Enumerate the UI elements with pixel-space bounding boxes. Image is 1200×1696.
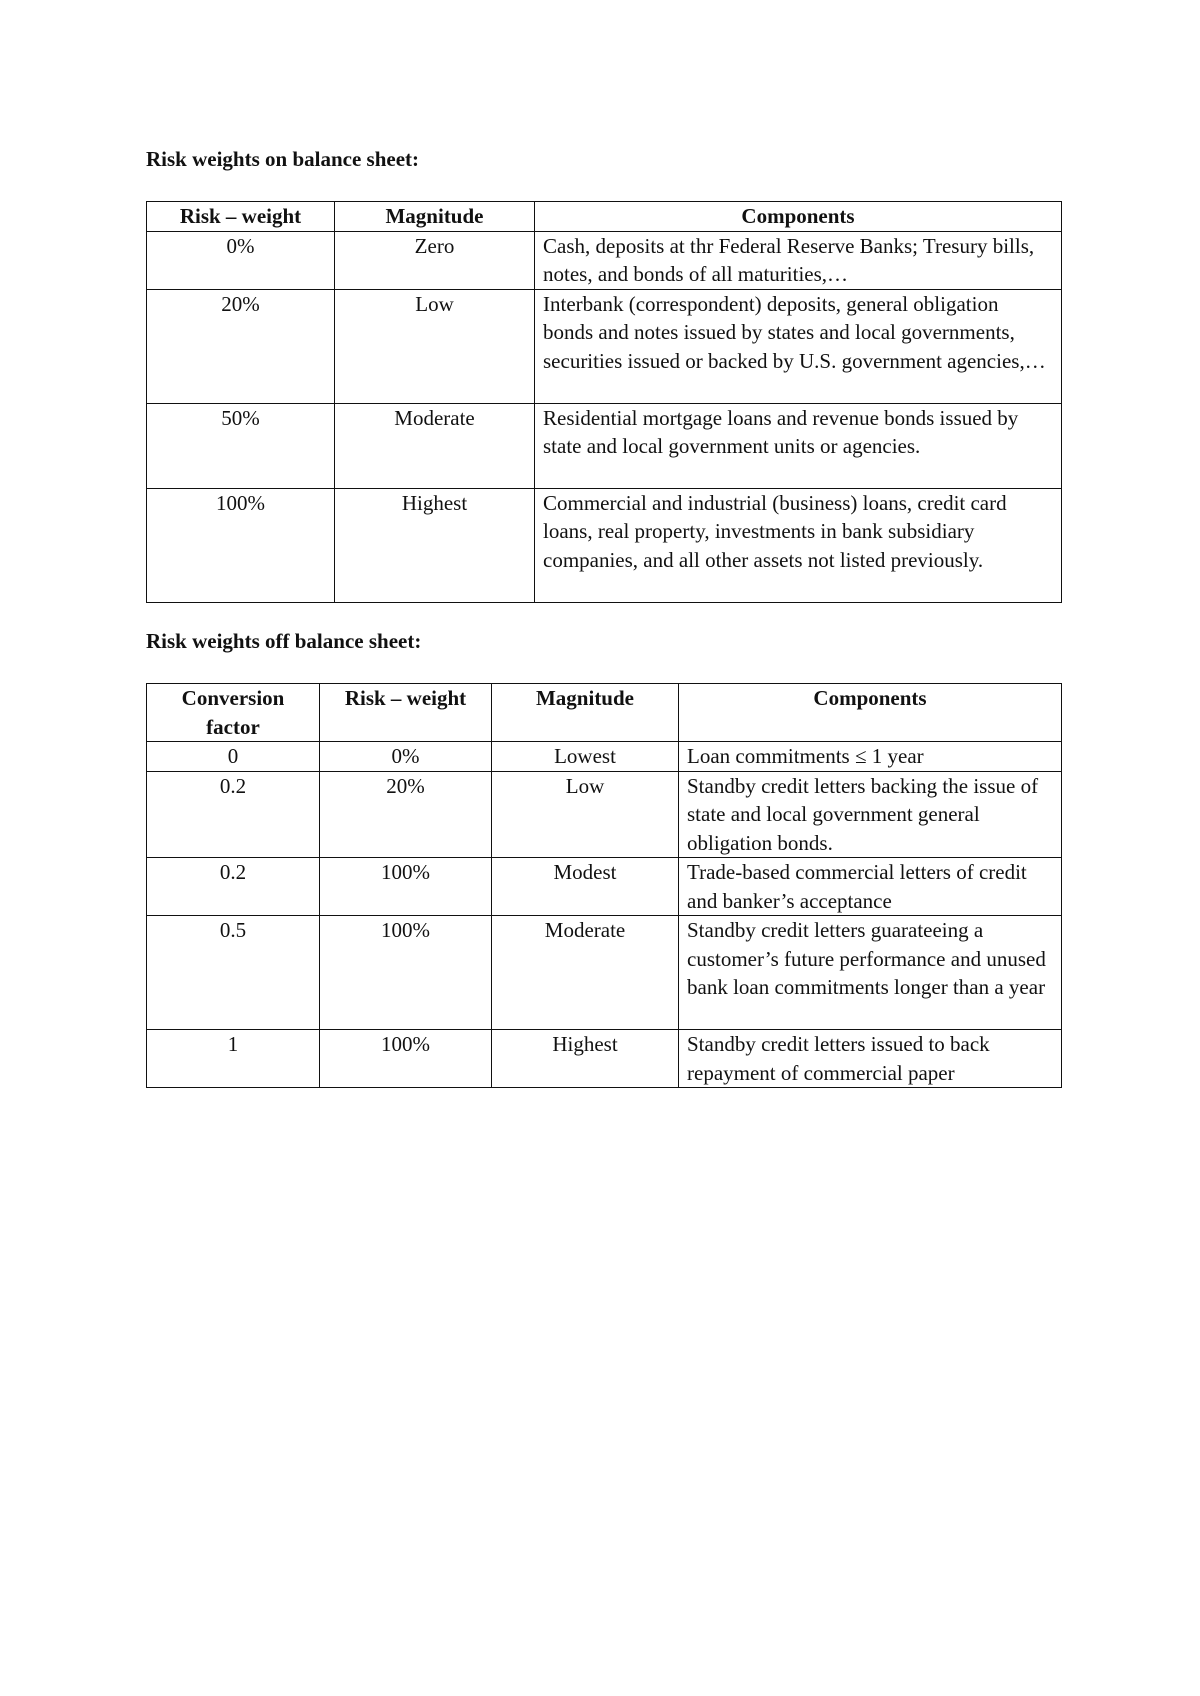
off-balance-table [146, 683, 1062, 1088]
magnitude-cell: Modest [492, 858, 679, 916]
table-row [147, 771, 1062, 858]
magnitude-cell: Moderate [335, 403, 535, 488]
column-header-magnitude: Magnitude [492, 684, 679, 742]
column-header-magnitude: Magnitude [335, 202, 535, 232]
risk-weight-cell: 20% [320, 771, 492, 858]
magnitude-cell: Highest [492, 1030, 679, 1088]
conversion-factor-cell: 0.5 [147, 916, 320, 1030]
components-cell: Residential mortgage loans and revenue bonds issued by state and local government units or agencies. [535, 403, 1062, 488]
column-header-conversion-factor: Conversion factor [147, 684, 320, 742]
components-cell: Standby credit letters backing the issue of state and local government general obligation bonds. [679, 771, 1062, 858]
magnitude-cell: Zero [335, 231, 535, 289]
column-header-risk-weight: Risk – weight [320, 684, 492, 742]
risk-weight-cell: 100% [320, 1030, 492, 1088]
column-header-risk-weight: Risk – weight [147, 202, 335, 232]
risk-weight-cell: 100% [320, 858, 492, 916]
risk-weight-cell: 0% [320, 742, 492, 772]
table-header-row [147, 684, 1062, 742]
conversion-factor-cell: 0 [147, 742, 320, 772]
table-row [147, 289, 1062, 403]
table-row [147, 403, 1062, 488]
column-header-components: Components [679, 684, 1062, 742]
risk-weight-cell: 100% [147, 488, 335, 602]
magnitude-cell: Highest [335, 488, 535, 602]
table-header-row [147, 202, 1062, 232]
magnitude-cell: Moderate [492, 916, 679, 1030]
table-row [147, 488, 1062, 602]
off-balance-heading: Risk weights off balance sheet: [146, 629, 422, 653]
column-header-components: Components [535, 202, 1062, 232]
conversion-factor-cell: 0.2 [147, 771, 320, 858]
risk-weight-cell: 50% [147, 403, 335, 488]
components-cell: Standby credit letters issued to back repayment of commercial paper [679, 1030, 1062, 1088]
conversion-factor-cell: 1 [147, 1030, 320, 1088]
components-cell: Loan commitments ≤ 1 year [679, 742, 1062, 772]
magnitude-cell: Low [492, 771, 679, 858]
risk-weight-cell: 20% [147, 289, 335, 403]
table-row [147, 231, 1062, 289]
magnitude-cell: Low [335, 289, 535, 403]
components-cell: Commercial and industrial (business) loans, credit card loans, real property, investments in bank subsidiary companies, and all other assets not listed previously. [535, 488, 1062, 602]
components-cell: Interbank (correspondent) deposits, general obligation bonds and notes issued by states and local governments, securities issued or backed by U.S. government agencies,… [535, 289, 1062, 403]
on-balance-table [146, 201, 1062, 603]
table-row [147, 1030, 1062, 1088]
table-row [147, 742, 1062, 772]
on-balance-heading: Risk weights on balance sheet: [146, 147, 420, 171]
components-cell: Trade-based commercial letters of credit and banker’s acceptance [679, 858, 1062, 916]
conversion-factor-cell: 0.2 [147, 858, 320, 916]
magnitude-cell: Lowest [492, 742, 679, 772]
table-row [147, 858, 1062, 916]
risk-weight-cell: 100% [320, 916, 492, 1030]
table-row [147, 916, 1062, 1030]
components-cell: Cash, deposits at thr Federal Reserve Banks; Tresury bills, notes, and bonds of all maturities,… [535, 231, 1062, 289]
risk-weight-cell: 0% [147, 231, 335, 289]
components-cell: Standby credit letters guarateeing a customer’s future performance and unused bank loan commitments longer than a year [679, 916, 1062, 1030]
